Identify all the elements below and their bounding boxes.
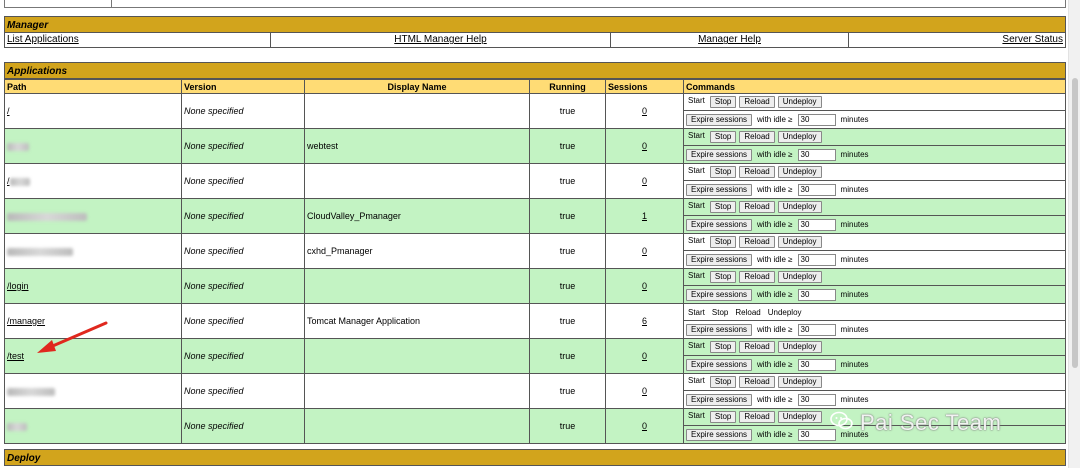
app-path-link[interactable]: / bbox=[7, 106, 10, 116]
reload-button[interactable]: Reload bbox=[739, 411, 774, 423]
previous-section-stub bbox=[4, 0, 1066, 8]
idle-label: with idle ≥ bbox=[757, 290, 793, 299]
cell-version: None specified bbox=[182, 129, 305, 164]
stop-button[interactable]: Stop bbox=[710, 96, 736, 108]
table-row bbox=[5, 304, 1066, 339]
idle-minutes-input[interactable]: 30 bbox=[798, 184, 836, 196]
applications-header: Applications bbox=[4, 62, 1066, 79]
cell-display-name bbox=[305, 94, 530, 129]
sessions-link[interactable]: 6 bbox=[641, 316, 647, 326]
undeploy-button[interactable]: Undeploy bbox=[778, 96, 822, 108]
idle-minutes-input[interactable]: 30 bbox=[798, 324, 836, 336]
minutes-label: minutes bbox=[840, 255, 869, 264]
stop-button[interactable]: Stop bbox=[710, 236, 736, 248]
cell-display-name: cxhd_Pmanager bbox=[305, 234, 530, 269]
start-button[interactable]: Start bbox=[688, 271, 705, 280]
cell-commands bbox=[684, 94, 1066, 129]
stop-button[interactable]: Stop bbox=[710, 376, 736, 388]
deploy-header: Deploy bbox=[4, 449, 1066, 466]
start-button[interactable]: Start bbox=[688, 201, 705, 210]
sessions-link[interactable]: 0 bbox=[641, 386, 647, 396]
undeploy-button[interactable]: Undeploy bbox=[778, 376, 822, 388]
cell-sessions bbox=[606, 339, 684, 374]
minutes-label: minutes bbox=[840, 115, 869, 124]
cell-version: None specified bbox=[182, 234, 305, 269]
cell-version: None specified bbox=[182, 304, 305, 339]
cell-display-name bbox=[305, 374, 530, 409]
stop-text: Stop bbox=[711, 307, 729, 317]
app-path-link[interactable]: / bbox=[7, 176, 10, 186]
table-row bbox=[5, 129, 1066, 164]
undeploy-button[interactable]: Undeploy bbox=[778, 411, 822, 423]
list-applications-link[interactable]: List Applications bbox=[7, 34, 79, 46]
cell-commands bbox=[684, 234, 1066, 269]
expire-sessions-button[interactable]: Expire sessions bbox=[686, 324, 752, 336]
cell-version: None specified bbox=[182, 94, 305, 129]
redacted-path bbox=[7, 388, 55, 396]
sessions-link[interactable]: 0 bbox=[641, 141, 647, 151]
cell-display-name bbox=[305, 409, 530, 444]
cell-display-name bbox=[305, 339, 530, 374]
minutes-label: minutes bbox=[840, 325, 869, 334]
idle-minutes-input[interactable]: 30 bbox=[798, 359, 836, 371]
cell-sessions bbox=[606, 94, 684, 129]
stop-button[interactable]: Stop bbox=[710, 411, 736, 423]
redacted-path bbox=[7, 423, 27, 431]
minutes-label: minutes bbox=[840, 185, 869, 194]
idle-minutes-input[interactable]: 30 bbox=[798, 149, 836, 161]
redacted-path bbox=[7, 213, 87, 221]
start-button[interactable]: Start bbox=[688, 166, 705, 175]
minutes-label: minutes bbox=[840, 430, 869, 439]
reload-button[interactable]: Reload bbox=[739, 341, 774, 353]
undeploy-button[interactable]: Undeploy bbox=[778, 271, 822, 283]
undeploy-button[interactable]: Undeploy bbox=[778, 201, 822, 213]
start-button[interactable]: Start bbox=[688, 376, 705, 385]
sessions-link[interactable]: 0 bbox=[641, 351, 647, 361]
app-path-link[interactable]: /login bbox=[7, 281, 29, 291]
cell-version: None specified bbox=[182, 339, 305, 374]
cell-sessions bbox=[606, 374, 684, 409]
col-display-name: Display Name bbox=[305, 80, 530, 94]
cell-commands bbox=[684, 374, 1066, 409]
cell-running: true bbox=[530, 374, 606, 409]
cell-running: true bbox=[530, 129, 606, 164]
expire-sessions-button[interactable]: Expire sessions bbox=[686, 114, 752, 126]
col-running: Running bbox=[530, 80, 606, 94]
idle-minutes-input[interactable]: 30 bbox=[798, 219, 836, 231]
table-row bbox=[5, 199, 1066, 234]
manager-header: Manager bbox=[4, 16, 1066, 33]
start-text: Start bbox=[688, 307, 705, 317]
cell-path[interactable] bbox=[5, 94, 182, 129]
watermark-text: Pai Sec Team bbox=[860, 410, 1002, 435]
undeploy-text: Undeploy bbox=[767, 307, 802, 317]
cell-display-name: Tomcat Manager Application bbox=[305, 304, 530, 339]
redacted-path bbox=[10, 178, 30, 186]
manager-section bbox=[4, 16, 1066, 48]
idle-minutes-input[interactable]: 30 bbox=[798, 114, 836, 126]
cell-version: None specified bbox=[182, 409, 305, 444]
app-path-link[interactable]: /test bbox=[7, 351, 25, 361]
idle-label: with idle ≥ bbox=[757, 115, 793, 124]
cell-sessions bbox=[606, 409, 684, 444]
cell-path[interactable] bbox=[5, 199, 182, 234]
idle-label: with idle ≥ bbox=[757, 220, 793, 229]
sessions-link[interactable]: 0 bbox=[641, 176, 647, 186]
undeploy-button[interactable]: Undeploy bbox=[778, 236, 822, 248]
minutes-label: minutes bbox=[840, 360, 869, 369]
col-sessions: Sessions bbox=[606, 80, 684, 94]
cell-display-name bbox=[305, 269, 530, 304]
expire-sessions-button[interactable]: Expire sessions bbox=[686, 394, 752, 406]
vertical-scrollbar[interactable] bbox=[1068, 0, 1080, 468]
idle-label: with idle ≥ bbox=[757, 430, 793, 439]
start-button[interactable]: Start bbox=[688, 341, 705, 350]
idle-label: with idle ≥ bbox=[757, 255, 793, 264]
cell-running: true bbox=[530, 234, 606, 269]
cell-version: None specified bbox=[182, 374, 305, 409]
idle-minutes-input[interactable]: 30 bbox=[798, 289, 836, 301]
cell-sessions bbox=[606, 269, 684, 304]
cell-path[interactable] bbox=[5, 164, 182, 199]
table-row bbox=[5, 164, 1066, 199]
manager-help-link[interactable]: Manager Help bbox=[698, 34, 761, 46]
cell-running: true bbox=[530, 199, 606, 234]
table-row bbox=[5, 94, 1066, 129]
stop-button[interactable]: Stop bbox=[710, 341, 736, 353]
idle-minutes-input[interactable]: 30 bbox=[798, 429, 836, 441]
cell-path[interactable] bbox=[5, 234, 182, 269]
manager-links bbox=[4, 33, 1066, 48]
idle-label: with idle ≥ bbox=[757, 325, 793, 334]
red-annotation-arrow bbox=[34, 320, 114, 360]
stop-button[interactable]: Stop bbox=[710, 201, 736, 213]
cell-commands bbox=[684, 339, 1066, 374]
table-row bbox=[5, 339, 1066, 374]
cell-sessions bbox=[606, 164, 684, 199]
col-path: Path bbox=[5, 80, 182, 94]
reload-text: Reload bbox=[735, 307, 761, 317]
cell-version: None specified bbox=[182, 269, 305, 304]
wechat-icon bbox=[830, 410, 854, 432]
cell-path[interactable] bbox=[5, 269, 182, 304]
applications-table bbox=[4, 79, 1066, 444]
col-version: Version bbox=[182, 80, 305, 94]
sessions-link[interactable]: 0 bbox=[641, 421, 647, 431]
minutes-label: minutes bbox=[840, 290, 869, 299]
minutes-label: minutes bbox=[840, 395, 869, 404]
start-button[interactable]: Start bbox=[688, 411, 705, 420]
cell-commands bbox=[684, 304, 1066, 339]
sessions-link[interactable]: 0 bbox=[641, 281, 647, 291]
cell-version: None specified bbox=[182, 164, 305, 199]
reload-button[interactable]: Reload bbox=[739, 271, 774, 283]
cell-display-name: webtest bbox=[305, 129, 530, 164]
cell-running: true bbox=[530, 409, 606, 444]
expire-sessions-button[interactable]: Expire sessions bbox=[686, 219, 752, 231]
cell-display-name: CloudValley_Pmanager bbox=[305, 199, 530, 234]
table-row bbox=[5, 234, 1066, 269]
reload-button[interactable]: Reload bbox=[739, 131, 774, 143]
table-row bbox=[5, 269, 1066, 304]
cell-running: true bbox=[530, 164, 606, 199]
cell-sessions bbox=[606, 129, 684, 164]
applications-section bbox=[4, 62, 1066, 444]
cell-version: None specified bbox=[182, 199, 305, 234]
cell-sessions bbox=[606, 304, 684, 339]
expire-sessions-button[interactable]: Expire sessions bbox=[686, 149, 752, 161]
expire-sessions-button[interactable]: Expire sessions bbox=[686, 289, 752, 301]
idle-label: with idle ≥ bbox=[757, 395, 793, 404]
sessions-link[interactable]: 0 bbox=[641, 246, 647, 256]
sessions-link[interactable]: 1 bbox=[641, 211, 647, 221]
idle-minutes-input[interactable]: 30 bbox=[798, 254, 836, 266]
html-manager-help-link[interactable]: HTML Manager Help bbox=[394, 34, 487, 46]
sessions-link[interactable]: 0 bbox=[641, 106, 647, 116]
redacted-path bbox=[7, 143, 29, 151]
start-button[interactable]: Start bbox=[688, 236, 705, 245]
stop-button[interactable]: Stop bbox=[710, 271, 736, 283]
cell-commands bbox=[684, 269, 1066, 304]
reload-button[interactable]: Reload bbox=[739, 96, 774, 108]
col-commands: Commands bbox=[684, 80, 1066, 94]
minutes-label: minutes bbox=[840, 220, 869, 229]
reload-button[interactable]: Reload bbox=[739, 236, 774, 248]
stop-button[interactable]: Stop bbox=[710, 131, 736, 143]
reload-button[interactable]: Reload bbox=[739, 166, 774, 178]
cell-path[interactable] bbox=[5, 409, 182, 444]
cell-running: true bbox=[530, 269, 606, 304]
cell-commands bbox=[684, 199, 1066, 234]
cell-display-name bbox=[305, 164, 530, 199]
cell-path[interactable] bbox=[5, 374, 182, 409]
idle-label: with idle ≥ bbox=[757, 185, 793, 194]
start-button[interactable]: Start bbox=[688, 96, 705, 105]
idle-label: with idle ≥ bbox=[757, 150, 793, 159]
app-path-link[interactable]: /manager bbox=[7, 316, 46, 326]
cell-sessions bbox=[606, 234, 684, 269]
cell-commands bbox=[684, 129, 1066, 164]
expire-sessions-button[interactable]: Expire sessions bbox=[686, 429, 752, 441]
scrollbar-thumb[interactable] bbox=[1072, 78, 1078, 368]
cell-path[interactable] bbox=[5, 129, 182, 164]
undeploy-button[interactable]: Undeploy bbox=[778, 131, 822, 143]
expire-sessions-button[interactable]: Expire sessions bbox=[686, 254, 752, 266]
undeploy-button[interactable]: Undeploy bbox=[778, 341, 822, 353]
redacted-path bbox=[7, 248, 73, 256]
expire-sessions-button[interactable]: Expire sessions bbox=[686, 184, 752, 196]
start-button[interactable]: Start bbox=[688, 131, 705, 140]
cell-running: true bbox=[530, 304, 606, 339]
idle-minutes-input[interactable]: 30 bbox=[798, 394, 836, 406]
table-row bbox=[5, 374, 1066, 409]
cell-running: true bbox=[530, 94, 606, 129]
cell-sessions bbox=[606, 199, 684, 234]
stop-button[interactable]: Stop bbox=[710, 166, 736, 178]
minutes-label: minutes bbox=[840, 150, 869, 159]
server-status-link[interactable]: Server Status bbox=[1002, 34, 1063, 46]
cell-commands bbox=[684, 164, 1066, 199]
idle-label: with idle ≥ bbox=[757, 360, 793, 369]
deploy-section bbox=[4, 449, 1066, 466]
reload-button[interactable]: Reload bbox=[739, 376, 774, 388]
expire-sessions-button[interactable]: Expire sessions bbox=[686, 359, 752, 371]
undeploy-button[interactable]: Undeploy bbox=[778, 166, 822, 178]
reload-button[interactable]: Reload bbox=[739, 201, 774, 213]
cell-running: true bbox=[530, 339, 606, 374]
